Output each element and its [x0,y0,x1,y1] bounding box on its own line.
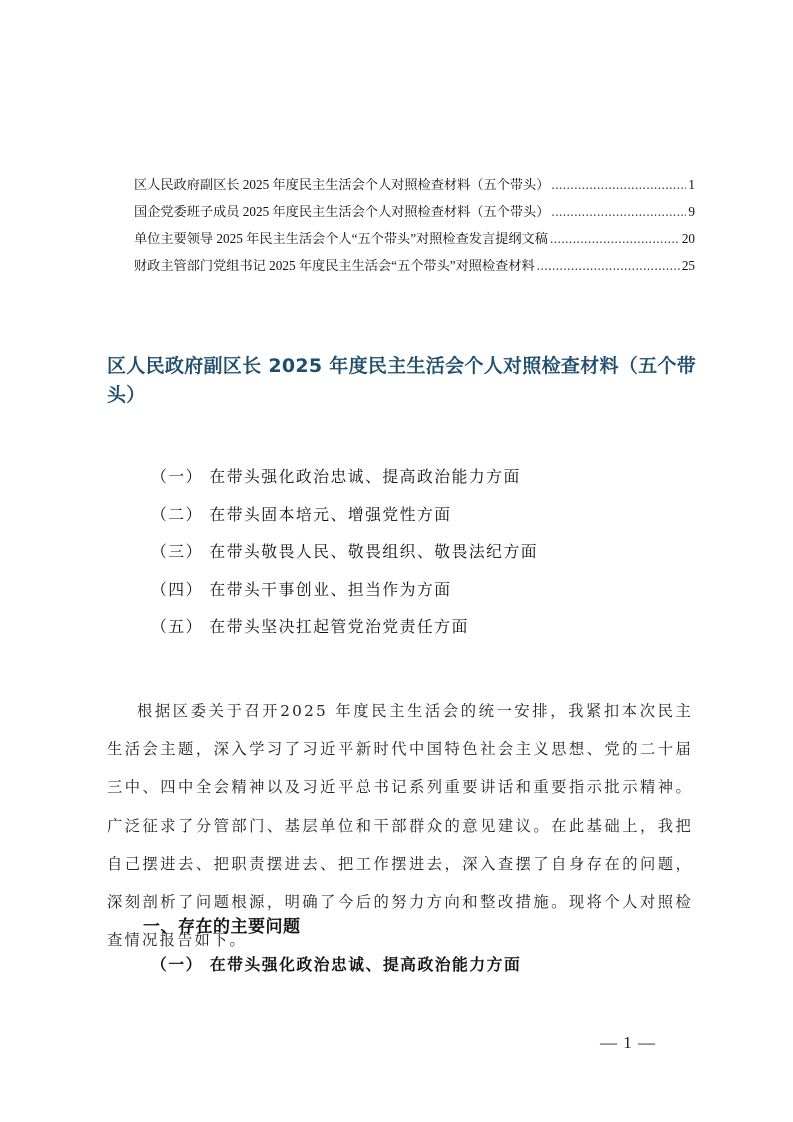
outline-item: （五） 在带头坚决扛起管党治党责任方面 [151,617,469,636]
outline-item: （三） 在带头敬畏人民、敬畏组织、敬畏法纪方面 [151,542,539,561]
toc-dot-leader [537,258,680,274]
toc-dot-leader [550,231,680,247]
toc-entry-title: 单位主要领导 2025 年民主生活会个人“五个带头”对照检查发言提纲文稿 [134,231,548,246]
toc-entry-title: 国企党委班子成员 2025 年度民主生活会个人对照检查材料（五个带头） [134,204,550,219]
outline-item: （四） 在带头干事创业、担当作为方面 [151,579,452,599]
toc-entry[interactable] [134,201,695,228]
toc-entry-page: 25 [681,258,695,273]
toc-entry[interactable] [134,228,695,255]
table-of-contents [134,174,695,282]
toc-entry-title: 区人民政府副区长 2025 年度民主生活会个人对照检查材料（五个带头） [134,177,550,192]
toc-entry-title: 财政主管部门党组书记 2025 年度民主生活会“五个带头”对照检查材料 [134,258,535,273]
toc-entry-page: 20 [681,231,695,246]
outline-list [151,464,538,652]
document-title: 区人民政府副区长 2025 年度民主生活会个人对照检查材料（五个带头） [107,355,697,406]
outline-item: （一） 在带头强化政治忠诚、提高政治能力方面 [151,467,521,486]
section-heading: 一、存在的主要问题 [143,917,301,937]
outline-item: （二） 在带头固本培元、增强党性方面 [151,504,452,524]
toc-entry[interactable] [134,174,695,201]
toc-dot-leader [551,204,686,220]
toc-entry-page: 1 [688,177,695,192]
toc-dot-leader [551,177,686,193]
toc-entry-page: 9 [688,204,695,219]
page-number: — 1 — [600,1033,656,1052]
toc-entry[interactable] [134,255,695,282]
sub-heading: （一） 在带头强化政治忠诚、提高政治能力方面 [151,955,522,974]
intro-paragraph: 根据区委关于召开2025 年度民主生活会的统一安排，我紧扣本次民主生活会主题，深入学习了习近平新时代中国特色社会主义思想、党的二十届三中、四中全会精神以及习近平总书记系列重要讲话和重要指示批示精神。广泛征求了分管部门、基层单位和干部群众的意见建议。在此基础上，我把自己摆进去、把职责摆进去、把工作摆进去，深入查摆了自身存在的问题，深刻剖析了问题根源，明确了今后的努力方向和整改措施。现将个人对照检查情况报告如下。 [107,702,693,950]
